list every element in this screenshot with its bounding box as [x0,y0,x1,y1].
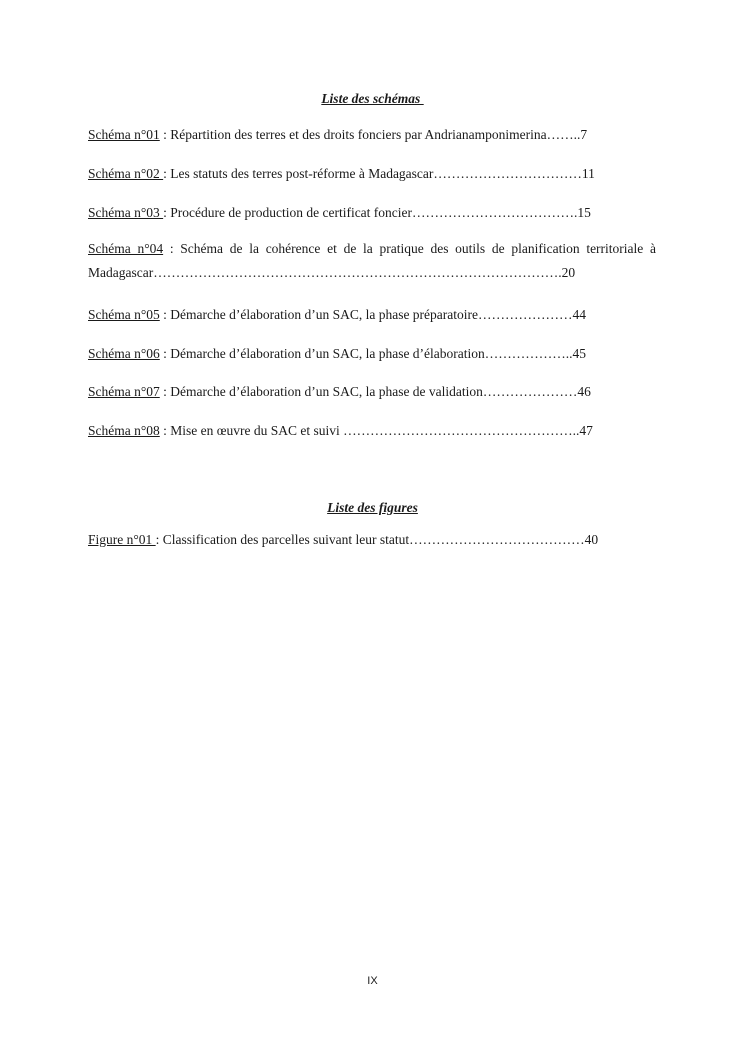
schema-title: : Démarche d’élaboration d’un SAC, la phase de validation…………………46 [159,384,591,399]
schema-title: : Les statuts des terres post-réforme à Madagascar……………………………11 [163,166,595,181]
schema-ref: Schéma n°06 [88,346,160,361]
schema-ref: Schéma n°01 [88,127,160,142]
schema-ref: Schéma n°03 [88,205,164,220]
schema-ref: Schéma n°07 [88,384,160,399]
schema-entry-02 [88,166,658,182]
schema-entry-04 [88,237,656,285]
figure-title: : Classification des parcelles suivant leur statut…………………………………40 [155,532,599,547]
schema-title: : Répartition des terres et des droits fonciers par Andrianamponimerina……..7 [159,127,588,142]
schema-entry-06 [88,346,658,362]
schema-entry-07 [88,384,658,400]
schema-entry-01 [88,127,658,143]
schema-ref: Schéma n°04 [88,241,164,256]
schema-title: : Mise en œuvre du SAC et suivi ……………………………………………..47 [159,423,593,438]
list-of-figures-heading: Liste des figures [327,500,418,515]
schema-ref: Schéma n°08 [88,423,160,438]
list-of-schemas-heading: Liste des schémas [321,91,424,106]
schema-ref: Schéma n°05 [88,307,160,322]
figure-entry-01 [88,532,658,548]
schema-entry-03 [88,205,658,221]
schema-title: : Démarche d’élaboration d’un SAC, la phase d’élaboration………………..45 [159,346,587,361]
schema-title: : Démarche d’élaboration d’un SAC, la phase préparatoire…………………44 [159,307,587,322]
schema-ref: Schéma n°02 [88,166,164,181]
page-number: IX [367,975,378,987]
schema-title: : Procédure de production de certificat foncier……………………………….15 [163,205,591,220]
figure-ref: Figure n°01 [88,532,156,547]
schema-entry-08 [88,423,658,439]
schema-title: : Schéma de la cohérence et de la pratique des outils de planification territoriale à Madagascar……………………………………………………………………………….20 [88,241,656,280]
schema-entry-05 [88,307,658,323]
